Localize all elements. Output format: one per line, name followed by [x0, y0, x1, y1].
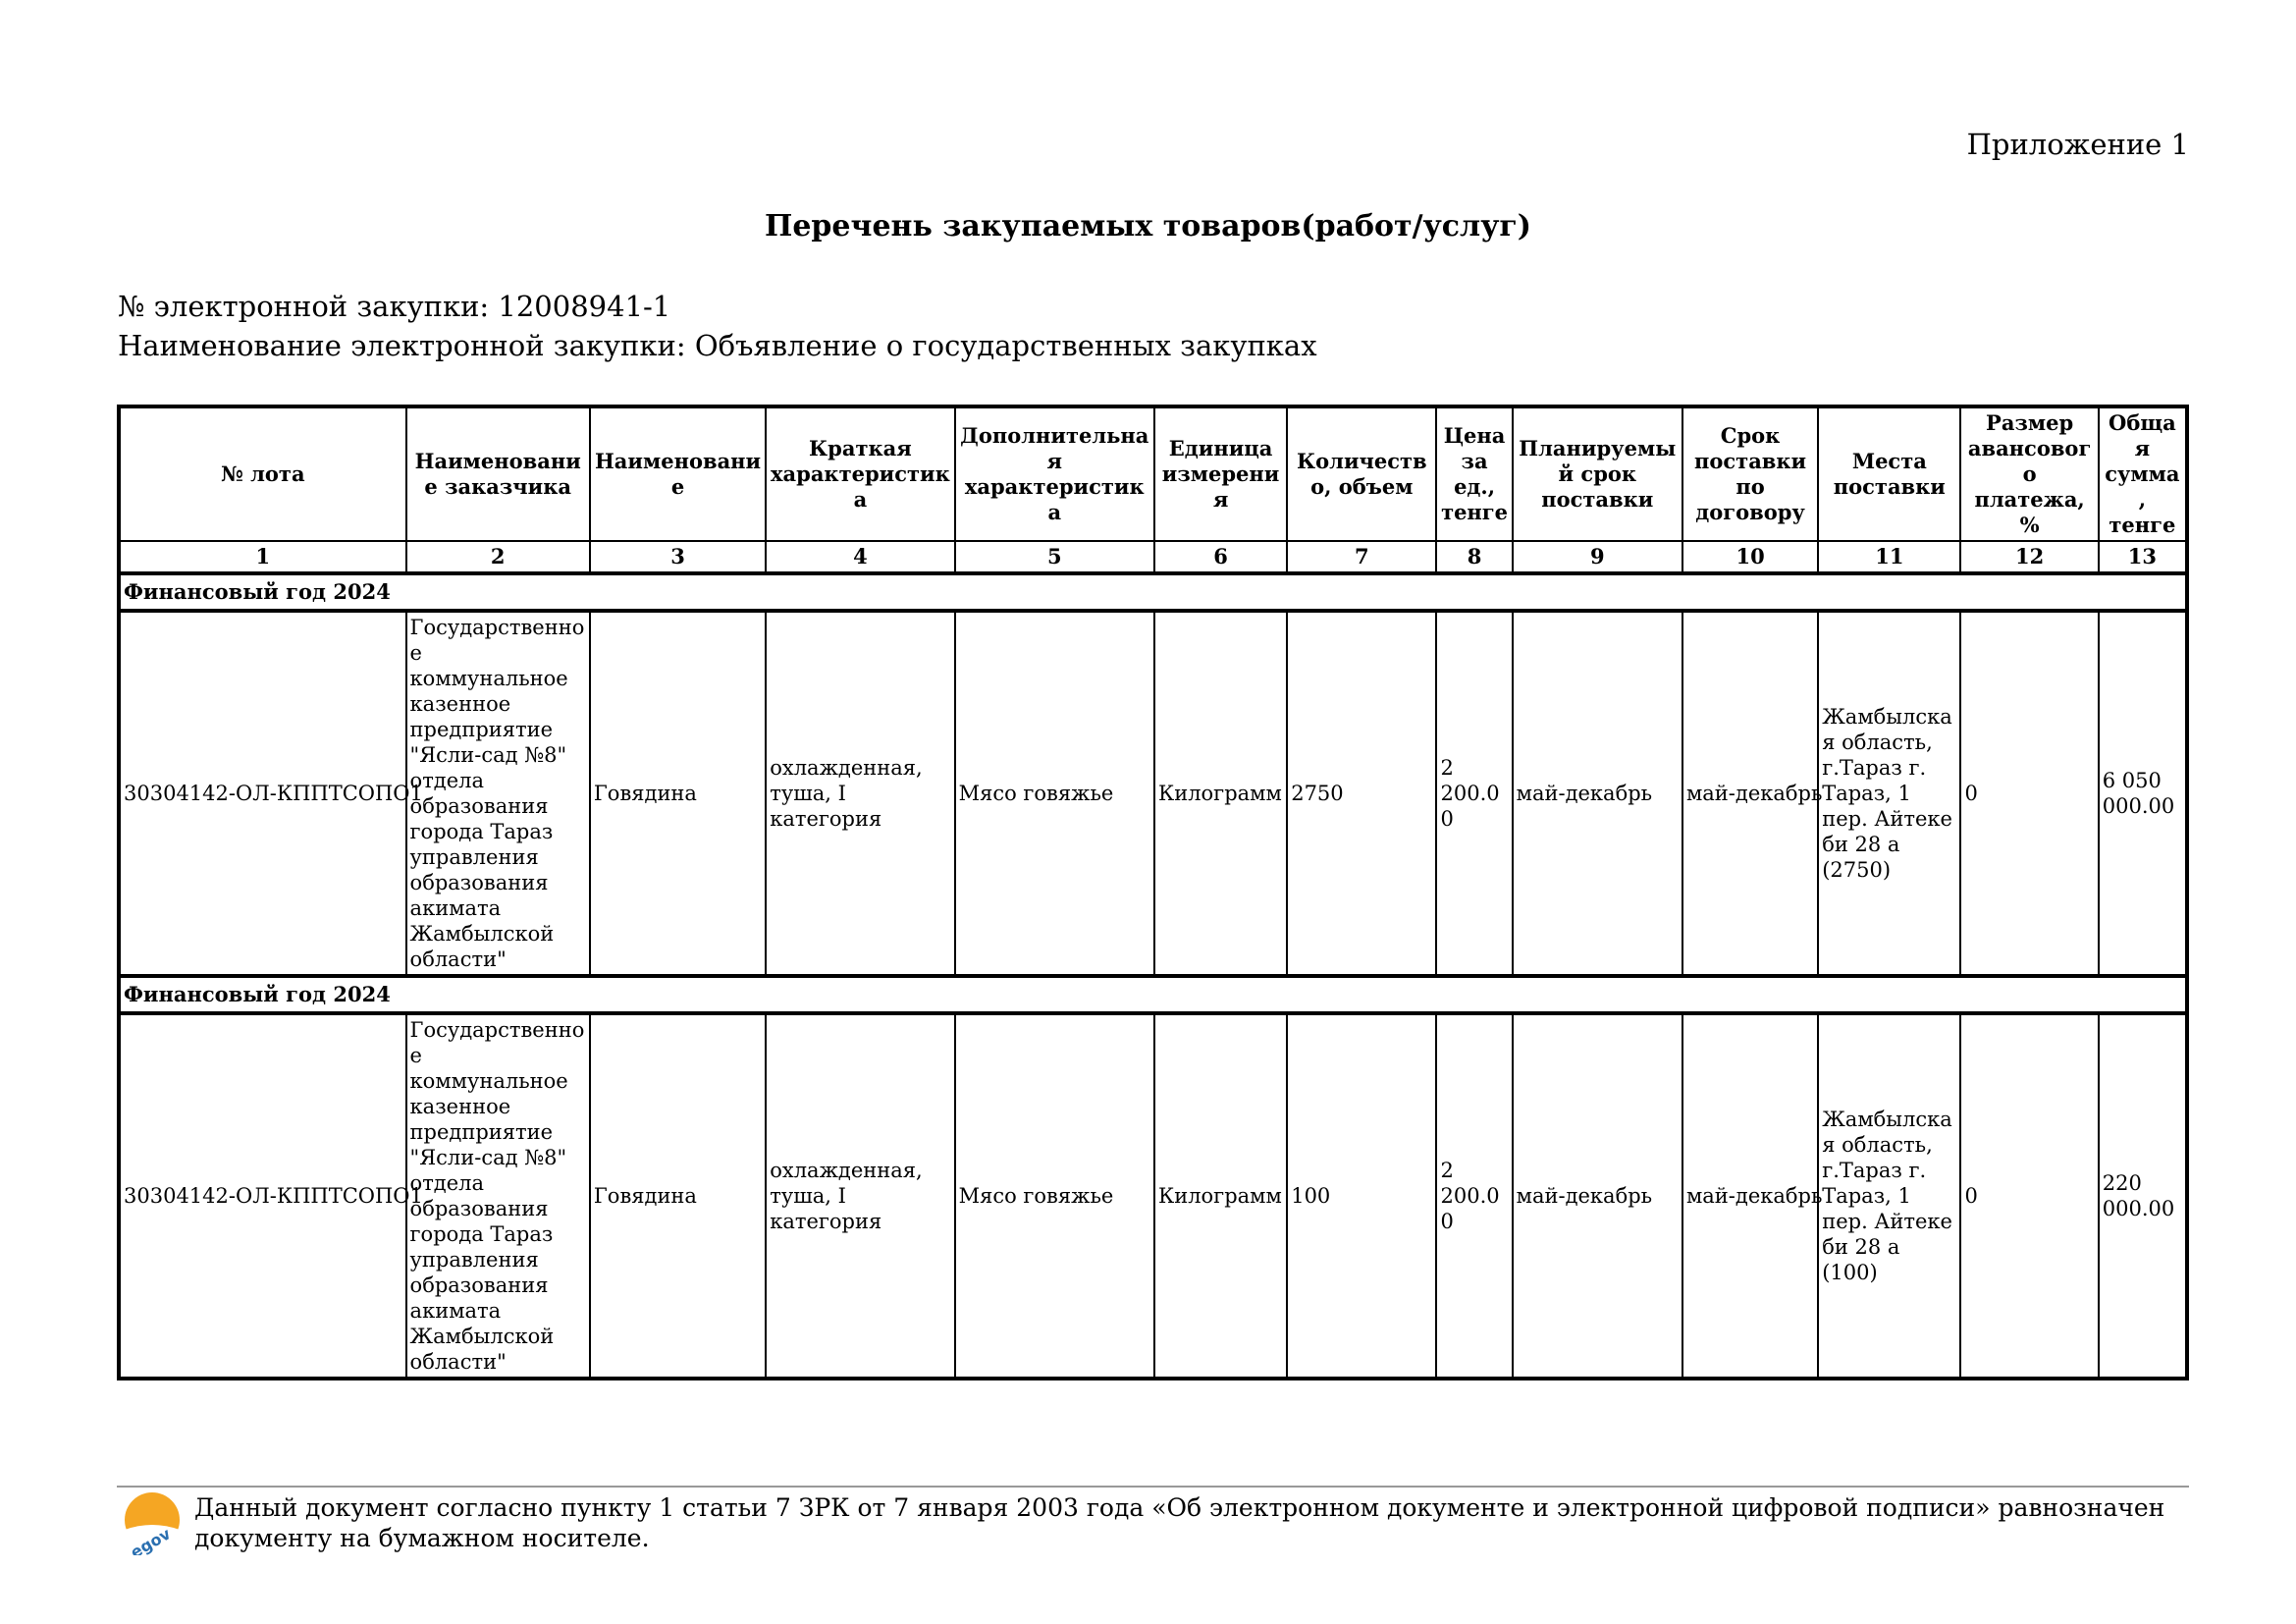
column-number: 10	[1682, 541, 1818, 573]
contract-delivery: май-декабрь	[1682, 611, 1818, 976]
advance-payment: 0	[1960, 1013, 2098, 1379]
column-number: 7	[1287, 541, 1436, 573]
header-cell: Места поставки	[1818, 406, 1960, 541]
procurement-name: Наименование электронной закупки: Объявление о государственных закупках	[118, 329, 1317, 362]
svg-text:egov: egov	[127, 1524, 175, 1555]
lots-table	[117, 405, 2189, 1380]
advance-payment: 0	[1960, 611, 2098, 976]
unit-price: 2 200.00	[1436, 1013, 1512, 1379]
header-cell: Размер авансового платежа, %	[1960, 406, 2098, 541]
header-cell: Дополнительная характеристика	[955, 406, 1154, 541]
header-cell: Планируемый срок поставки	[1513, 406, 1682, 541]
table-row	[119, 1013, 2187, 1379]
column-number: 2	[406, 541, 590, 573]
delivery-place: Жамбылская область, г.Тараз г. Тараз, 1 пер. Айтеке би 28 а (2750)	[1818, 611, 1960, 976]
header-cell: Наименование	[590, 406, 766, 541]
appendix-label: Приложение 1	[1966, 128, 2189, 161]
procurement-number: № электронной закупки: 12008941-1	[118, 290, 671, 323]
quantity: 2750	[1287, 611, 1436, 976]
document-title: Перечень закупаемых товаров(работ/услуг)	[765, 209, 1531, 244]
header-cell: № лота	[119, 406, 406, 541]
footer-divider	[117, 1486, 2189, 1488]
planned-delivery: май-декабрь	[1513, 1013, 1682, 1379]
lot-number: 30304142-ОЛ-КППТСОПО1	[119, 1013, 406, 1379]
header-cell: Срок поставки по договору	[1682, 406, 1818, 541]
column-number: 9	[1513, 541, 1682, 573]
header-cell: Единица измерения	[1154, 406, 1287, 541]
lot-number: 30304142-ОЛ-КППТСОПО1	[119, 611, 406, 976]
column-number: 3	[590, 541, 766, 573]
unit-price: 2 200.00	[1436, 611, 1512, 976]
unit: Килограмм	[1154, 1013, 1287, 1379]
header-cell: Общая сумма, тенге	[2099, 406, 2187, 541]
short-description: охлажденная, туша, I категория	[766, 1013, 954, 1379]
header-cell: Цена за ед., тенге	[1436, 406, 1512, 541]
column-number: 5	[955, 541, 1154, 573]
contract-delivery: май-декабрь	[1682, 1013, 1818, 1379]
table-row	[119, 611, 2187, 976]
fiscal-year-row	[119, 573, 2187, 611]
short-description: охлажденная, туша, I категория	[766, 611, 954, 976]
header-cell: Краткая характеристика	[766, 406, 954, 541]
total-amount: 6 050 000.00	[2099, 611, 2187, 976]
fiscal-year-row	[119, 976, 2187, 1013]
column-number: 11	[1818, 541, 1960, 573]
header-cell: Количество, объем	[1287, 406, 1436, 541]
total-amount: 220 000.00	[2099, 1013, 2187, 1379]
customer-name: Государственное коммунальное казенное предприятие "Ясли-сад №8" отдела образования города Тараз управления образования акимата Жамбылской области"	[406, 1013, 590, 1379]
column-number: 6	[1154, 541, 1287, 573]
customer-name: Государственное коммунальное казенное предприятие "Ясли-сад №8" отдела образования города Тараз управления образования акимата Жамбылской области"	[406, 611, 590, 976]
additional-description: Мясо говяжье	[955, 1013, 1154, 1379]
footer-legal-text: Данный документ согласно пункту 1 статьи 7 ЗРК от 7 января 2003 года «Об электронном документе и электронной цифровой подписи» равнозначен документу на бумажном носителе.	[194, 1493, 2165, 1552]
planned-delivery: май-декабрь	[1513, 611, 1682, 976]
column-number: 12	[1960, 541, 2098, 573]
column-number-row	[119, 541, 2187, 573]
egov-logo-icon	[120, 1490, 185, 1555]
delivery-place: Жамбылская область, г.Тараз г. Тараз, 1 пер. Айтеке би 28 а (100)	[1818, 1013, 1960, 1379]
column-number: 1	[119, 541, 406, 573]
column-number: 4	[766, 541, 954, 573]
additional-description: Мясо говяжье	[955, 611, 1154, 976]
column-number: 13	[2099, 541, 2187, 573]
header-row	[119, 406, 2187, 541]
header-cell: Наименование заказчика	[406, 406, 590, 541]
fiscal-year-label: Финансовый год 2024	[119, 976, 2187, 1013]
unit: Килограмм	[1154, 611, 1287, 976]
item-name: Говядина	[590, 1013, 766, 1379]
quantity: 100	[1287, 1013, 1436, 1379]
fiscal-year-label: Финансовый год 2024	[119, 573, 2187, 611]
column-number: 8	[1436, 541, 1512, 573]
item-name: Говядина	[590, 611, 766, 976]
